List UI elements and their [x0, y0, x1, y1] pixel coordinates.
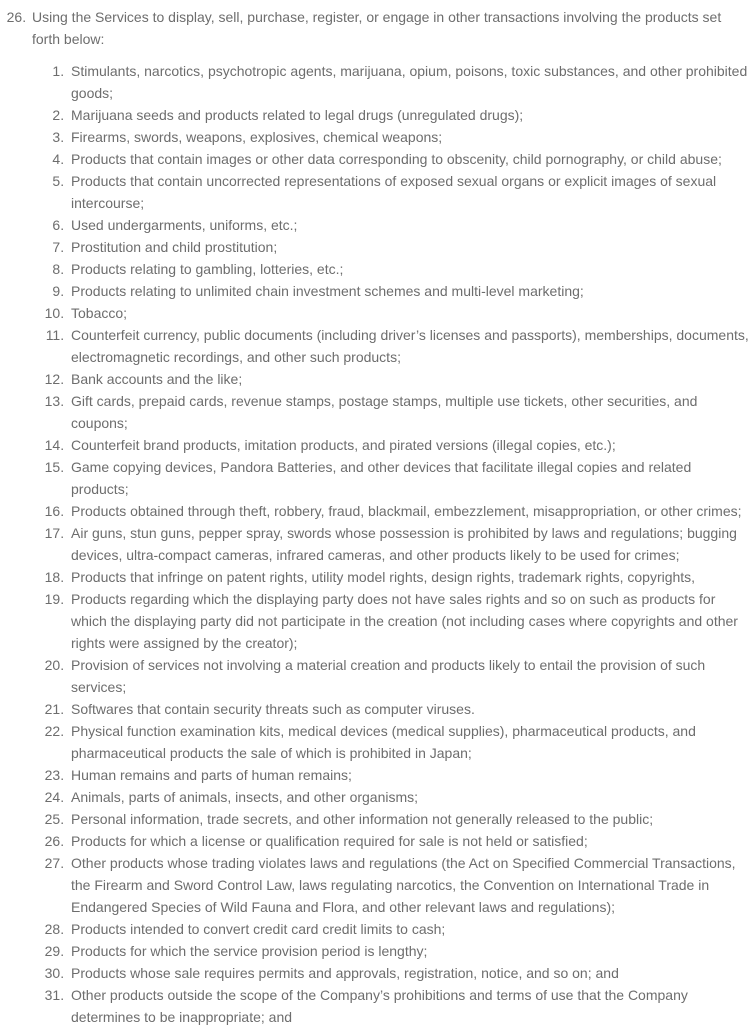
prohibited-item: 5. Products that contain uncorrected representations of exposed sexual organs or explicit images of sexual intercourse;	[68, 170, 749, 214]
prohibited-item: 23. Human remains and parts of human remains;	[68, 764, 749, 786]
section-intro-text: Using the Services to display, sell, purchase, register, or engage in other transactions involving the products set forth below:	[32, 9, 722, 47]
prohibited-item: 1. Stimulants, narcotics, psychotropic agents, marijuana, opium, poisons, toxic substances, and other prohibited goods;	[68, 60, 749, 104]
prohibited-item: 17. Air guns, stun guns, pepper spray, swords whose possession is prohibited by laws and regulations; bugging devices, ultra-compact cameras, infrared cameras, and other products likely to be used for crimes;	[68, 522, 749, 566]
prohibited-item: 2. Marijuana seeds and products related to legal drugs (unregulated drugs);	[68, 104, 749, 126]
prohibited-item: 6. Used undergarments, uniforms, etc.;	[68, 214, 749, 236]
prohibited-items-list	[32, 60, 749, 1028]
prohibited-item: 12. Bank accounts and the like;	[68, 368, 749, 390]
prohibited-item: 28. Products intended to convert credit card credit limits to cash;	[68, 918, 749, 940]
prohibited-item: 22. Physical function examination kits, medical devices (medical supplies), pharmaceutical products, and pharmaceutical products the sale of which is prohibited in Japan;	[68, 720, 749, 764]
prohibited-item: 30. Products whose sale requires permits and approvals, registration, notice, and so on; and	[68, 962, 749, 984]
prohibited-item: 16. Products obtained through theft, robbery, fraud, blackmail, embezzlement, misappropriation, or other crimes;	[68, 500, 749, 522]
prohibited-item: 8. Products relating to gambling, lotteries, etc.;	[68, 258, 749, 280]
prohibited-item: 26. Products for which a license or qualification required for sale is not held or satisfied;	[68, 830, 749, 852]
terms-section-26	[30, 6, 749, 1028]
prohibited-item: 10. Tobacco;	[68, 302, 749, 324]
prohibited-item: 29. Products for which the service provision period is lengthy;	[68, 940, 749, 962]
prohibited-item: 24. Animals, parts of animals, insects, and other organisms;	[68, 786, 749, 808]
prohibited-item: 13. Gift cards, prepaid cards, revenue stamps, postage stamps, multiple use tickets, other securities, and coupons;	[68, 390, 749, 434]
prohibited-item: 25. Personal information, trade secrets, and other information not generally released to the public;	[68, 808, 749, 830]
prohibited-item: 20. Provision of services not involving a material creation and products likely to entail the provision of such services;	[68, 654, 749, 698]
terms-outer-list	[4, 6, 749, 1028]
prohibited-item: 11. Counterfeit currency, public documents (including driver’s licenses and passports), memberships, documents, electromagnetic recordings, and other such products;	[68, 324, 749, 368]
prohibited-item: 31. Other products outside the scope of the Company’s prohibitions and terms of use that the Company determines to be inappropriate; and	[68, 984, 749, 1028]
prohibited-item: 3. Firearms, swords, weapons, explosives, chemical weapons;	[68, 126, 749, 148]
prohibited-item: 27. Other products whose trading violates laws and regulations (the Act on Specified Commercial Transactions, the Firearm and Sword Control Law, laws regulating narcotics, the Convention on International Trade in Endangered Species of Wild Fauna and Flora, and other relevant laws and regulations);	[68, 852, 749, 918]
prohibited-item: 18. Products that infringe on patent rights, utility model rights, design rights, trademark rights, copyrights,	[68, 566, 749, 588]
prohibited-item: 21. Softwares that contain security threats such as computer viruses.	[68, 698, 749, 720]
prohibited-item: 15. Game copying devices, Pandora Batteries, and other devices that facilitate illegal copies and related products;	[68, 456, 749, 500]
prohibited-item: 7. Prostitution and child prostitution;	[68, 236, 749, 258]
prohibited-item: 9. Products relating to unlimited chain investment schemes and multi-level marketing;	[68, 280, 749, 302]
prohibited-item: 4. Products that contain images or other data corresponding to obscenity, child pornography, or child abuse;	[68, 148, 749, 170]
prohibited-item: 19. Products regarding which the displaying party does not have sales rights and so on such as products for which the displaying party did not participate in the creation (not including cases where copyrights and other rights were assigned by the creator);	[68, 588, 749, 654]
prohibited-item: 14. Counterfeit brand products, imitation products, and pirated versions (illegal copies, etc.);	[68, 434, 749, 456]
